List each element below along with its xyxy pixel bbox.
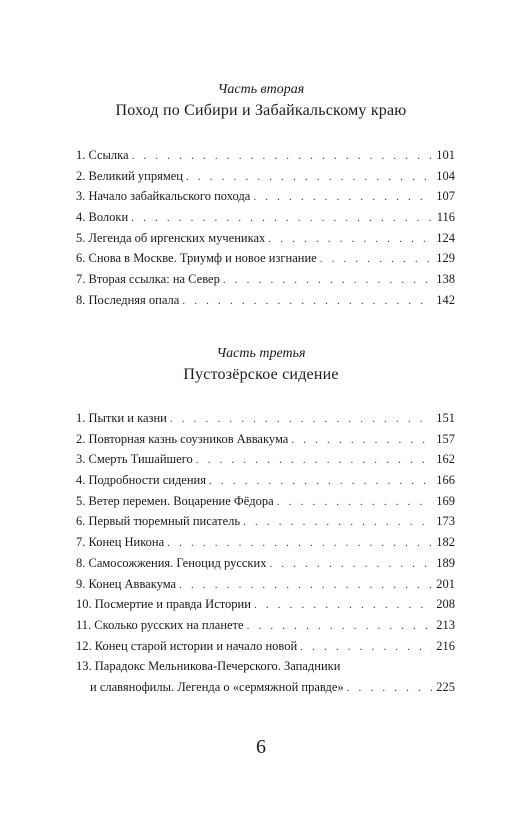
toc-entry-page: 216 <box>436 638 455 653</box>
leader-dots <box>320 249 433 270</box>
leader-dots <box>182 291 432 312</box>
toc-entry-title: Конец старой истории и начало новой <box>94 638 298 653</box>
toc-entry-title: Легенда об иргенских мучениках <box>88 230 266 245</box>
toc-entry[interactable] <box>76 269 455 290</box>
toc-entry-page: 157 <box>436 431 455 446</box>
leader-dots <box>268 229 432 250</box>
toc-entry-page: 182 <box>436 535 455 550</box>
toc-entry-number: 4. <box>76 210 86 225</box>
toc-entry[interactable] <box>76 290 455 311</box>
part2-label: Часть вторая <box>217 82 305 97</box>
toc-entry-page: 162 <box>436 452 455 467</box>
toc-entry-title: Снова в Москве. Триумф и новое изгнание <box>88 251 317 266</box>
toc-entry-title: Посмертие и правда Истории <box>94 597 251 612</box>
toc-entry-page: 107 <box>436 189 455 204</box>
toc-entry-page: 129 <box>436 251 455 266</box>
toc-entry-title: Ссылка <box>88 148 129 162</box>
leader-dots <box>277 492 433 513</box>
leader-dots <box>291 430 432 451</box>
toc-entry-number: 8. <box>76 555 86 570</box>
toc-entry[interactable] <box>76 166 455 187</box>
leader-dots <box>131 208 433 229</box>
toc-entry-number: 9. <box>76 576 86 591</box>
leader-dots <box>300 637 432 658</box>
toc-entry-number: 6. <box>76 514 86 529</box>
toc-entry[interactable] <box>76 207 455 228</box>
toc-entry[interactable] <box>76 248 455 269</box>
toc-entry-number: 3. <box>76 452 86 467</box>
toc-entry-title: Последняя опала <box>88 292 180 307</box>
part2-toc <box>76 145 455 311</box>
toc-entry-page: 189 <box>436 555 455 570</box>
toc-entry-title: Пытки и казни <box>88 411 167 425</box>
leader-dots <box>254 595 432 616</box>
toc-entry[interactable] <box>76 532 455 553</box>
toc-entry-title: Подробности сидения <box>88 473 206 488</box>
toc-entry-title-line1: Парадокс Мельникова-Печерского. Западники <box>94 659 341 674</box>
toc-entry-page: 142 <box>436 292 455 307</box>
leader-dots <box>269 554 432 575</box>
leader-dots <box>196 450 432 471</box>
toc-entry-number: 5. <box>76 230 86 245</box>
toc-entry-title: Сколько русских на планете <box>94 617 244 632</box>
toc-entry-number: 8. <box>76 292 86 307</box>
toc-entry-title: Великий упрямец <box>88 168 183 183</box>
leader-dots <box>167 533 432 554</box>
part2-title: Поход по Сибири и Забайкальскому краю <box>115 102 407 119</box>
leader-dots <box>186 167 432 188</box>
toc-entry[interactable] <box>76 615 455 636</box>
part3-heading <box>0 344 522 386</box>
toc-entry-page: 104 <box>436 168 455 183</box>
toc-entry[interactable] <box>76 511 455 532</box>
toc-entry-page: 169 <box>436 493 455 508</box>
toc-entry[interactable] <box>76 429 455 450</box>
toc-entry-title: Повторная казнь соузников Аввакума <box>88 431 289 446</box>
leader-dots <box>243 512 432 533</box>
leader-dots <box>223 270 432 291</box>
part3-label: Часть третья <box>216 346 306 361</box>
page-number: 6 <box>256 736 266 758</box>
toc-entry-number: 2. <box>76 431 86 446</box>
toc-entry-title: Конец Никона <box>88 535 165 550</box>
toc-entry-number: 3. <box>76 189 86 204</box>
toc-entry-number: 10. <box>76 597 92 612</box>
toc-entry-number: 12. <box>76 638 92 653</box>
toc-entry-page: 124 <box>436 230 455 245</box>
toc-entry[interactable] <box>76 186 455 207</box>
toc-entry-title: Начало забайкальского похода <box>88 189 251 204</box>
leader-dots <box>209 471 432 492</box>
toc-entry-page: 166 <box>436 473 455 488</box>
toc-entry-number: 1. <box>76 148 86 162</box>
toc-entry[interactable] <box>76 594 455 615</box>
toc-entry-title: Волоки <box>88 210 129 225</box>
toc-entry[interactable] <box>76 470 455 491</box>
toc-entry-number: 7. <box>76 272 86 287</box>
toc-entry-number: 1. <box>76 411 86 425</box>
leader-dots <box>253 187 432 208</box>
part3-title: Пустозёрское сидение <box>183 366 339 383</box>
toc-entry[interactable] <box>76 449 455 470</box>
toc-entry[interactable] <box>76 636 455 657</box>
part2-heading <box>0 80 522 122</box>
toc-entry[interactable] <box>76 145 455 166</box>
toc-entry-title: Ветер перемен. Воцарение Фёдора <box>88 493 274 508</box>
toc-entry[interactable] <box>76 553 455 574</box>
toc-entry-title: Конец Аввакума <box>88 576 177 591</box>
toc-entry-title: Самосожжения. Геноцид русских <box>88 555 267 570</box>
leader-dots <box>132 146 433 167</box>
toc-entry-page: 151 <box>436 411 455 425</box>
toc-entry-number: 4. <box>76 473 86 488</box>
toc-entry-page: 208 <box>436 597 455 612</box>
toc-entry[interactable] <box>76 491 455 512</box>
leader-dots <box>347 678 433 699</box>
toc-entry-page: 225 <box>436 679 455 694</box>
toc-entry-number: 6. <box>76 251 86 266</box>
toc-entry-page: 213 <box>436 617 455 632</box>
leader-dots <box>247 616 433 637</box>
toc-entry[interactable] <box>76 574 455 595</box>
toc-entry[interactable] <box>76 656 455 697</box>
toc-entry-number: 5. <box>76 493 86 508</box>
toc-entry[interactable] <box>76 228 455 249</box>
toc-entry-title: Смерть Тишайшего <box>88 452 193 467</box>
leader-dots <box>179 575 432 596</box>
toc-entry-title: Вторая ссылка: на Север <box>88 272 220 287</box>
toc-entry-number: 2. <box>76 168 86 183</box>
toc-entry-title-line2: и славянофилы. Легенда о «сермяжной правде» <box>90 679 344 694</box>
toc-entry-page: 138 <box>436 272 455 287</box>
toc-entry-number: 7. <box>76 535 86 550</box>
part3-toc <box>76 408 455 698</box>
toc-entry-page: 173 <box>436 514 455 529</box>
toc-entry-number: 11. <box>76 617 92 632</box>
toc-entry-page: 101 <box>436 148 455 162</box>
toc-entry-page: 201 <box>436 576 455 591</box>
toc-entry[interactable] <box>76 408 455 429</box>
toc-entry-page: 116 <box>436 210 455 225</box>
leader-dots <box>170 409 432 430</box>
toc-entry-title: Первый тюремный писатель <box>88 514 241 529</box>
toc-entry-number: 13. <box>76 659 92 674</box>
